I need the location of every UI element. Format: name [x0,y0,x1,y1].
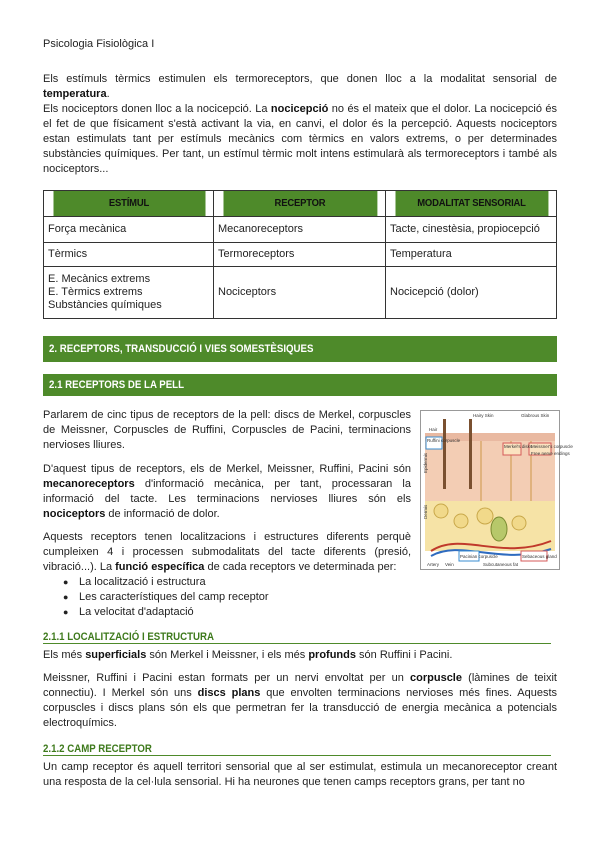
paragraph-text: són Ruffini i Pacini. [356,649,453,661]
figure-label: Ruffini corpuscle [427,438,461,443]
bold-term: superficials [85,649,147,661]
skin-diagram-illustration [421,411,573,569]
list-item: ● La velocitat d'adaptació [63,605,269,620]
figure-label: Glabrous Skin [521,413,550,418]
figure-label: Hair [429,427,438,432]
column-header: ESTÍMUL [52,191,205,217]
mecanoreceptors-paragraph [43,462,411,522]
list-item: ● Les característiques del camp receptor [63,590,269,605]
table-row [44,243,557,267]
paragraph-text: (làmines de teixit connectiu). I Merkel són uns [43,672,557,699]
bold-term: temperatura [43,88,107,100]
intro-paragraph-2 [43,102,557,177]
column-header: RECEPTOR [222,191,377,217]
superficials-paragraph [43,648,557,663]
figure-label: Dermis [423,504,428,519]
table-cell: Termoreceptors [214,243,386,267]
bold-term: discs plans [197,687,261,699]
intro-text: no és el mateix que el dolor. La nocicepció és el fet de que físicament s'està activant la via, en canvi, el dolor és la percepció. Aquests nociceptors estan estimulats tant per estímuls mecànics com tèrmics en valors extrems, o per determinades substàncies químiques. Per tant, un estímul tèrmic molt intens estimularà als termoreceptors i també als nociceptors... [43,103,557,175]
bold-term: profunds [308,649,356,661]
skin-receptors-figure [420,410,573,570]
table-row [44,217,557,243]
intro-text: . [106,88,110,100]
paragraph-text: de cada receptors ve determinada per: [204,561,397,573]
table-header-row [44,191,557,217]
paragraph-text: que envolten terminacions nervioses més fines. Aquests corpuscles i discs plans són els que permetran fer la transducció de energia mecànica a potencials electroquímics. [43,687,558,729]
table-cell: Força mecànica [44,217,214,243]
section-2-heading: 2. RECEPTORS, TRANSDUCCIÓ I VIES SOMESTÈSIQUES [43,336,557,362]
table-cell: Tacte, cinestèsia, propiocepció [386,217,557,243]
table-cell: Nociceptors [214,267,386,319]
localitzacions-paragraph [43,530,411,575]
table-cell: Nocicepció (dolor) [386,267,557,319]
table-row [44,267,557,319]
paragraph-text: són Merkel i Meissner, i els més [146,649,309,661]
factors-list [63,575,269,620]
paragraph-text: D'aquest tipus de receptors, els de Merkel, Meissner, Ruffini, Pacini són [43,463,411,475]
bold-term: mecanoreceptors [43,478,135,490]
figure-label: Merkel's disks [504,444,533,449]
figure-label: Vein [445,562,454,567]
bold-term: corpuscle [410,672,462,684]
section-2-1-heading: 2.1 RECEPTORS DE LA PELL [43,374,557,396]
figure-label: Subcutaneous fat [483,562,519,567]
section-2-1-1-heading: 2.1.1 LOCALITZACIÓ I ESTRUCTURA [43,630,551,644]
figure-label: Sebaceous gland [522,554,557,559]
bold-term: nocicepció [270,103,329,115]
bold-term: funció específica [115,561,205,573]
paragraph-text: Els més [43,649,86,661]
paragraph-text: d'informació mecànica, per tant, processaran la informació del tacte. Les terminacions nervioses lliures són els [43,478,411,505]
intro-text: Els nociceptors donen lloc a la nocicepció. La [43,103,271,115]
receptors-paragraph: Parlarem de cinc tipus de receptors de la pell: discs de Merkel, corpuscles de Meissner, Corpuscles de Ruffini, Corpuscles de Pacini, terminacions nervioses lliures. [43,409,411,451]
paragraph-text: de informació de dolor. [105,508,220,520]
table-cell: E. Mecànics extrems E. Tèrmics extrems Substàncies químiques [44,267,214,319]
table-cell: Temperatura [386,243,557,267]
camp-receptor-paragraph: Un camp receptor és aquell territori sensorial que al ser estimulat, estimula un mecanoreceptor creant una resposta de la cel·lula sensorial. Hi ha neurones que tenen camps receptors grans, per tant no [43,761,557,788]
table-cell: Tèrmics [44,243,214,267]
figure-label: Free nerve endings [531,451,570,456]
figure-label: Artery [427,562,440,567]
figure-label: Epidermis [423,452,428,473]
list-item: ● La localització i estructura [63,575,269,590]
intro-text: Els estímuls tèrmics estimulen els termoreceptors, que donen lloc a la modalitat sensorial de [43,73,557,85]
column-header: MODALITAT SENSORIAL [394,191,548,217]
corpuscle-paragraph [43,671,557,731]
bold-term: nociceptors [43,508,106,520]
table-cell: Mecanoreceptors [214,217,386,243]
intro-paragraph-1 [43,72,557,102]
figure-label: Hairy Skin [473,413,494,418]
paragraph-text: Aquests receptors tenen localitzacions i estructures diferents perquè cumpleixen 4 i processen submodalitats del tacte diferents (presió, vibració...). La [43,531,411,573]
figure-label: Pacinian corpuscle [460,554,498,559]
stimulus-table [43,190,557,319]
paragraph-text: Meissner, Ruffini i Pacini estan formats per un nervi envoltat per un [43,672,411,684]
section-2-1-2-heading: 2.1.2 CAMP RECEPTOR [43,742,551,756]
page-header: Psicologia Fisiològica I [43,38,155,50]
figure-label: Meissner's corpuscle [531,444,573,449]
